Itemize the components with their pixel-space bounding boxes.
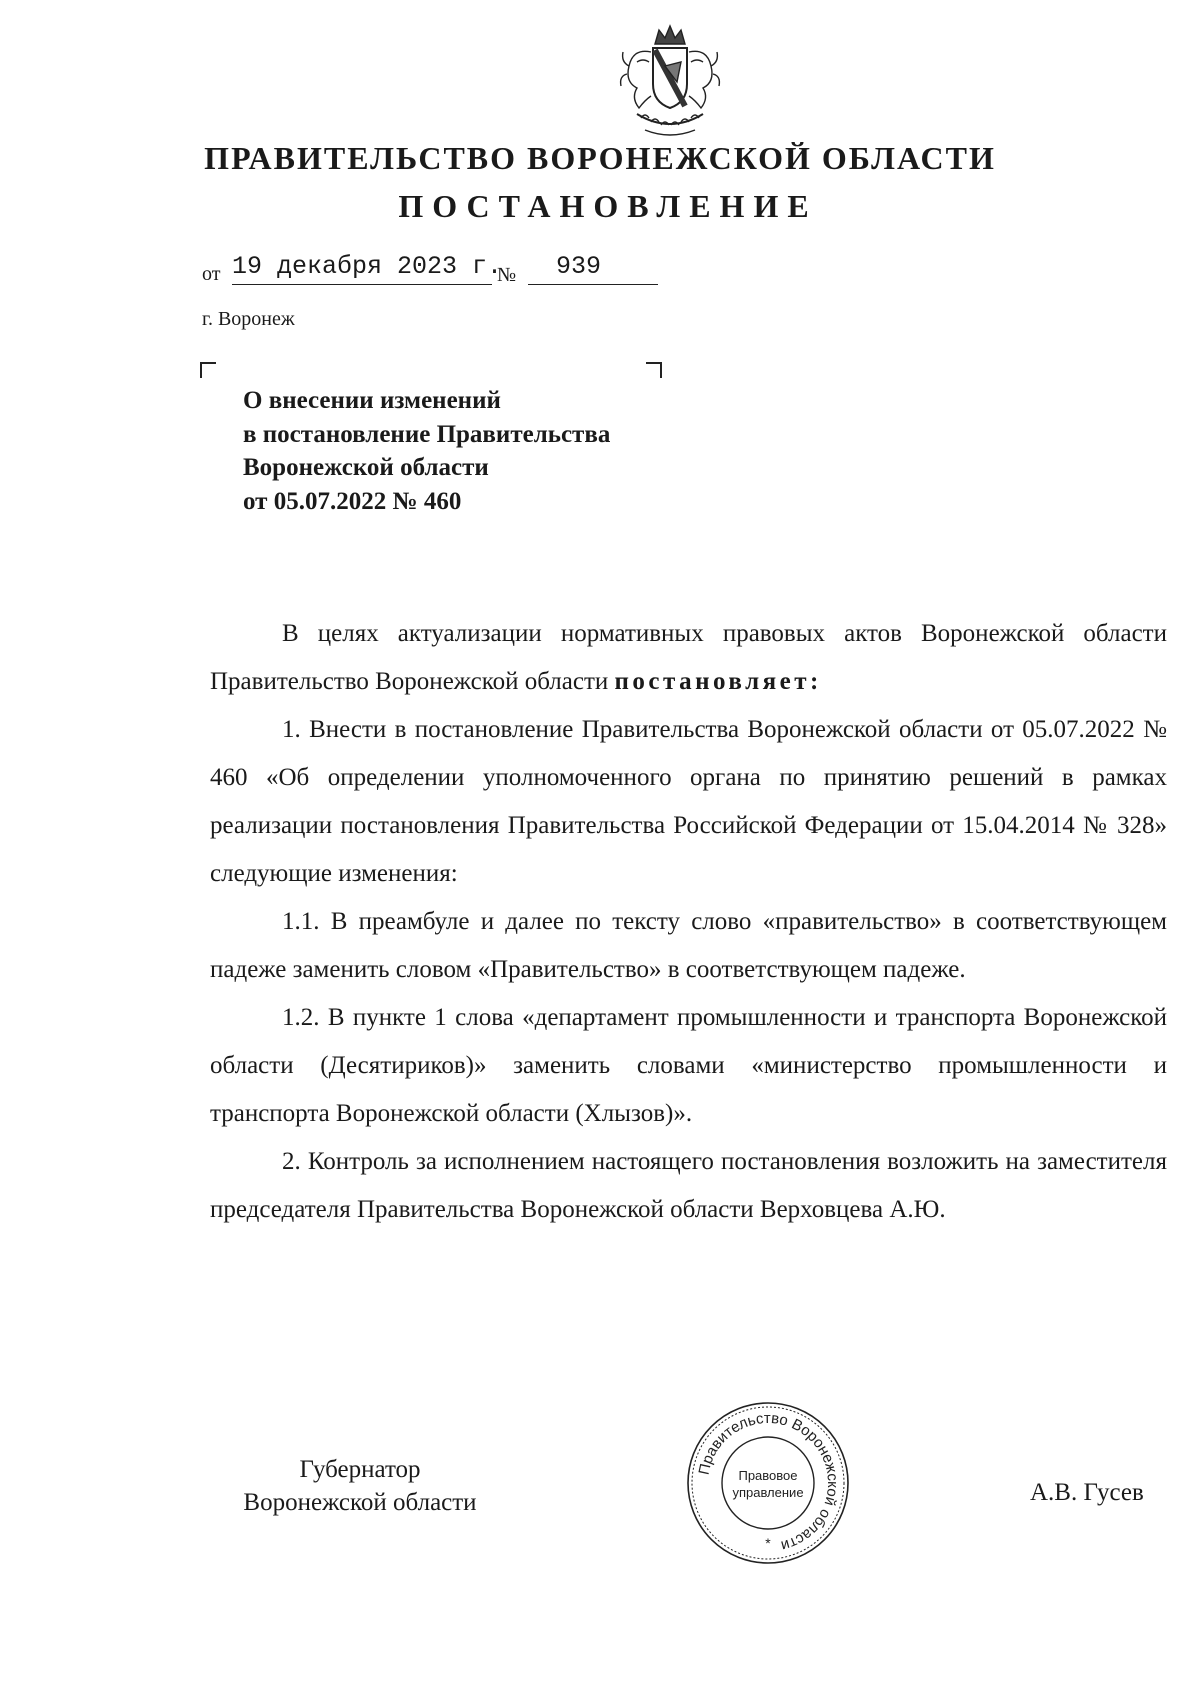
stamp-center-line: Правовое — [738, 1468, 798, 1483]
preamble-text: В целях актуализации нормативных правовых актов Воронежской области Правительство Воронежской области — [210, 620, 1167, 695]
document-date: 19 декабря 2023 г. — [232, 252, 492, 285]
number-label: № — [497, 264, 517, 286]
stamp-ring-text: Правительство Воронежской области — [695, 1409, 842, 1555]
body-paragraph-item-1: 1. Внести в постановление Правительства Воронежской области от 05.07.2022 № 460 «Об определении уполномоченного органа по принятию решений в рамках реализации постановления Правительства Российской Федерации от 15.04.2014 № 328» следующие изменения: — [210, 716, 1167, 887]
subject-line: О внесении изменений — [243, 387, 501, 414]
official-stamp — [683, 1398, 853, 1568]
body-paragraph-preamble — [210, 610, 1167, 706]
signatory-position — [210, 1453, 510, 1519]
resolves-keyword: постановляет: — [614, 668, 822, 695]
document-type-title: ПОСТАНОВЛЕНИЕ — [398, 188, 818, 224]
document-subject — [243, 384, 683, 518]
subject-bracket-right — [646, 362, 662, 378]
organization-title: ПРАВИТЕЛЬСТВО ВОРОНЕЖСКОЙ ОБЛАСТИ — [204, 140, 996, 176]
coat-of-arms-emblem — [615, 22, 725, 142]
document-body — [210, 610, 1167, 1234]
subject-line: Воронежской области — [243, 454, 489, 481]
subject-line: от 05.07.2022 № 460 — [243, 487, 462, 515]
body-paragraph-item-2: 2. Контроль за исполнением настоящего постановления возложить на заместителя председателя Правительства Воронежской области Верховцева А.Ю. — [210, 1148, 1167, 1223]
body-paragraph-item-1-2: 1.2. В пункте 1 слова «департамент промышленности и транспорта Воронежской области (Десятириков)» заменить словами «министерство промышленности и транспорта Воронежской области (Хлызов)». — [210, 1004, 1167, 1127]
signatory-position-line: Губернатор — [299, 1456, 421, 1483]
date-prefix-label: от — [202, 263, 221, 285]
signatory-position-line: Воронежской области — [243, 1489, 477, 1516]
body-paragraph-item-1-1: 1.1. В преамбуле и далее по тексту слово «правительство» в соответствующем падеже заменить словом «Правительство» в соответствующем падеже. — [210, 908, 1167, 983]
stamp-star: * — [765, 1535, 771, 1551]
signatory-name: А.В. Гусев — [1030, 1479, 1144, 1506]
subject-bracket-left — [200, 362, 216, 378]
document-number: 939 — [528, 252, 658, 285]
subject-line: в постановление Правительства — [243, 420, 611, 448]
city-label: г. Воронеж — [202, 308, 295, 330]
stamp-center-line: управление — [732, 1485, 804, 1500]
